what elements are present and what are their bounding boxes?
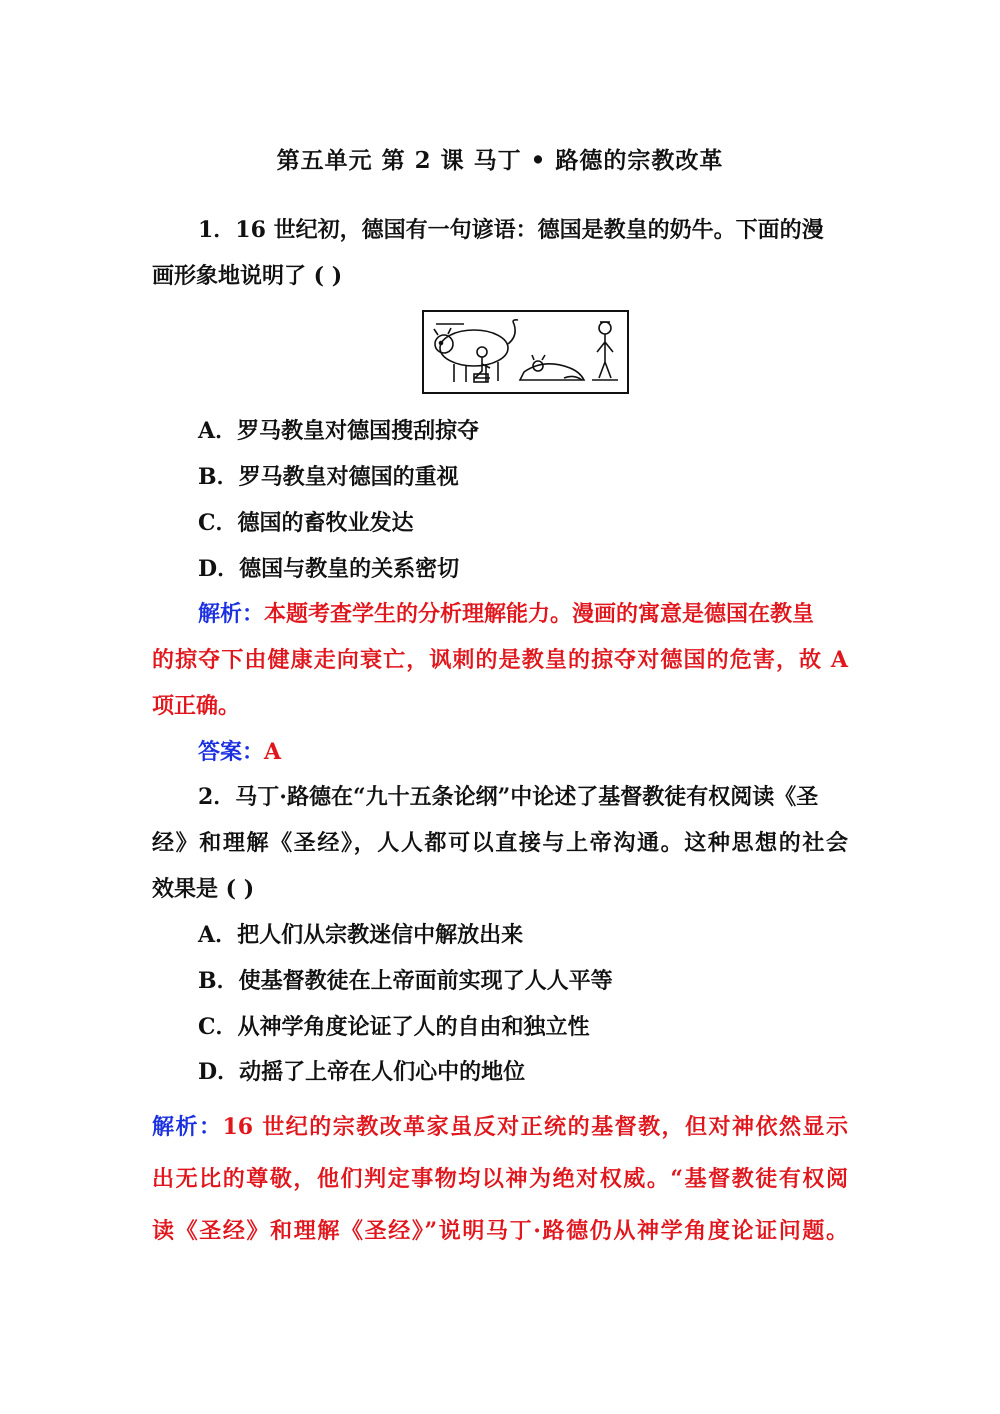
q1-analysis-line3: 项正确。 (152, 693, 241, 719)
q1-stem-line2: 画形象地说明了 ( ) (152, 263, 343, 289)
q1-option-d: D．德国与教皇的关系密切 (198, 556, 460, 582)
q1-answer-value: A (264, 739, 282, 765)
q2-option-b: B．使基督教徒在上帝面前实现了人人平等 (198, 968, 613, 994)
q2-option-d: D．动摇了上帝在人们心中的地位 (198, 1059, 526, 1085)
q2-analysis-line1 (152, 1110, 848, 1141)
q1-analysis-text1: 本题考查学生的分析理解能力。漫画的寓意是德国在教皇 (264, 601, 815, 627)
q2-analysis-label: 解析： (152, 1114, 223, 1140)
page-title: 第五单元 第 2 课 马丁 • 路德的宗教改革 (276, 147, 724, 174)
q1-option-c: C．德国的畜牧业发达 (198, 510, 414, 536)
q2-stem-line2: 经》和理解《圣经》，人人都可以直接与上帝沟通。这种思想的社会 (152, 830, 848, 856)
q1-option-a: A．罗马教皇对德国搜刮掠夺 (198, 418, 480, 444)
q1-answer-label: 答案： (198, 739, 265, 765)
q1-analysis-label: 解析： (198, 601, 265, 627)
q1-stem-line1: 1．16 世纪初，德国有一句谚语：德国是教皇的奶牛。下面的漫 (198, 217, 824, 243)
q2-analysis-line2: 出无比的尊敬，他们判定事物均以神为绝对权威。“基督教徒有权阅 (152, 1166, 848, 1192)
q1-analysis-line2: 的掠夺下由健康走向衰亡，讽刺的是教皇的掠夺对德国的危害，故 A (152, 647, 848, 673)
q1-answer (198, 735, 281, 766)
q2-analysis-text1: 16 世纪的宗教改革家虽反对正统的基督教，但对神依然显示 (222, 1114, 848, 1140)
q2-option-c: C．从神学角度论证了人的自由和独立性 (198, 1014, 590, 1040)
q2-analysis-line3: 读《圣经》和理解《圣经》”说明马丁·路德仍从神学角度论证问题。 (152, 1218, 848, 1244)
q1-option-b: B．罗马教皇对德国的重视 (198, 464, 459, 490)
cow-cartoon-image (422, 310, 629, 394)
q2-stem-line3: 效果是 ( ) (152, 876, 255, 902)
q2-stem-line1: 2．马丁·路德在“九十五条论纲”中论述了基督教徒有权阅读《圣 (198, 784, 819, 810)
q1-analysis-line1 (198, 597, 814, 628)
q2-option-a: A．把人们从宗教迷信中解放出来 (198, 922, 524, 948)
cow-cartoon-drawing (424, 312, 627, 392)
